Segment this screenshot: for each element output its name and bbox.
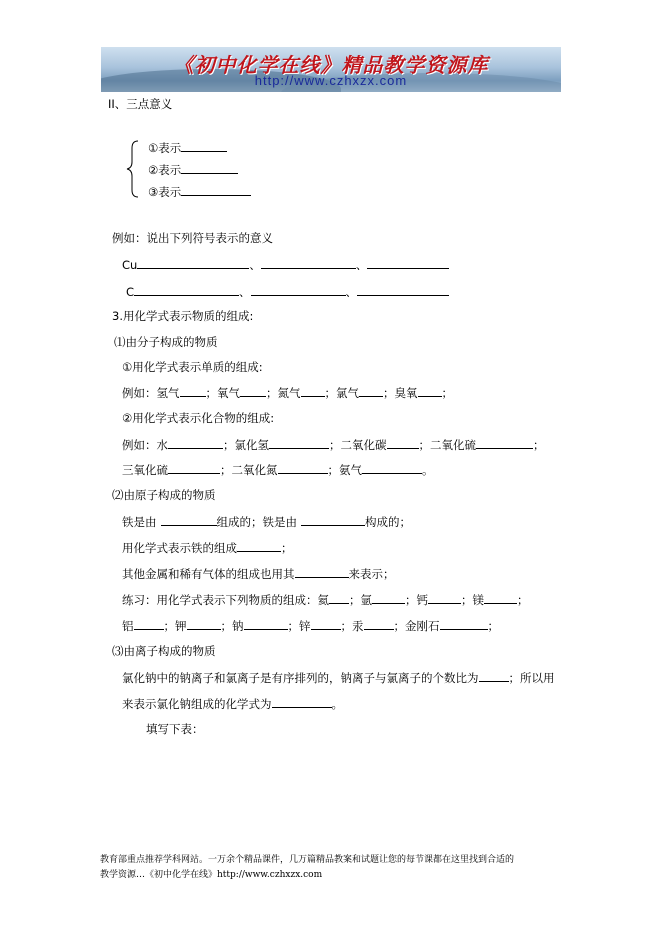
nacl-line-2: 来表示氯化钠组成的化学式为 。 (122, 697, 343, 711)
footer-line-1: 教育部重点推荐学科网站。一万余个精品课件，几万篇精品教案和试题让您的每节课都在这里找到合适的 (100, 855, 515, 865)
iron-line: 铁是由 组成的；铁是由 构成的； (122, 515, 411, 529)
subsection-ion: ⑶由离子构成的物质 (112, 644, 216, 658)
nacl-line-1: 氯化钠中的钠离子和氯离子是有序排列的，钠离子与氯离子的个数比为 ；所以用 (122, 671, 555, 685)
section-3-title: 3.用化学式表示物质的组成: (112, 309, 254, 323)
example-compounds-line-2: 三氧化硫 ；二氧化氮 ；氨气 。 (122, 463, 434, 477)
meaning-line-3: ③表示 (148, 184, 251, 199)
symbol-line-c: C 、 、 (126, 284, 449, 299)
practice-line-1: 练习：用化学式表示下列物质的组成：氦 ；氩 ；钙 ；镁 ； (122, 593, 529, 607)
example-elements-line: 例如：氢气 ；氧气 ；氮气 ；氯气 ；臭氧 ； (122, 386, 453, 400)
iron-formula-line: 用化学式表示铁的组成 ； (122, 541, 293, 555)
example-intro: 例如：说出下列符号表示的意义 (112, 231, 273, 245)
banner-url[interactable]: http://www.czhxzx.com (254, 73, 408, 88)
item-compound: ②用化学式表示化合物的组成: (122, 411, 275, 425)
section-heading: II、三点意义 (108, 97, 173, 111)
meaning-line-2: ②表示 (148, 162, 238, 177)
item-elemental: ①用化学式表示单质的组成: (122, 360, 263, 374)
symbol-line-cu: Cu 、 、 (122, 257, 449, 272)
footer-line-2: 教学资源…《初中化学在线》http://www.czhxzx.com (100, 870, 323, 880)
banner-title: 《初中化学在线》精品教学资源库 (173, 53, 489, 77)
header-banner (101, 47, 561, 92)
page-footer (100, 853, 570, 883)
subsection-molecule: ⑴由分子构成的物质 (114, 335, 218, 349)
subsection-atom: ⑵由原子构成的物质 (112, 488, 216, 502)
left-brace-icon (126, 140, 140, 198)
metals-line: 其他金属和稀有气体的组成也用其 来表示； (122, 567, 395, 581)
fill-table-prompt: 填写下表： (146, 722, 204, 736)
meaning-line-1: ①表示 (148, 140, 227, 155)
practice-line-2: 铝 ；钾 ；钠 ；锌 ；汞 ；金刚石 ； (122, 619, 499, 633)
example-compounds-line-1: 例如：水 ；氯化氢 ；二氧化碳 ；二氧化硫 ； (122, 438, 545, 452)
